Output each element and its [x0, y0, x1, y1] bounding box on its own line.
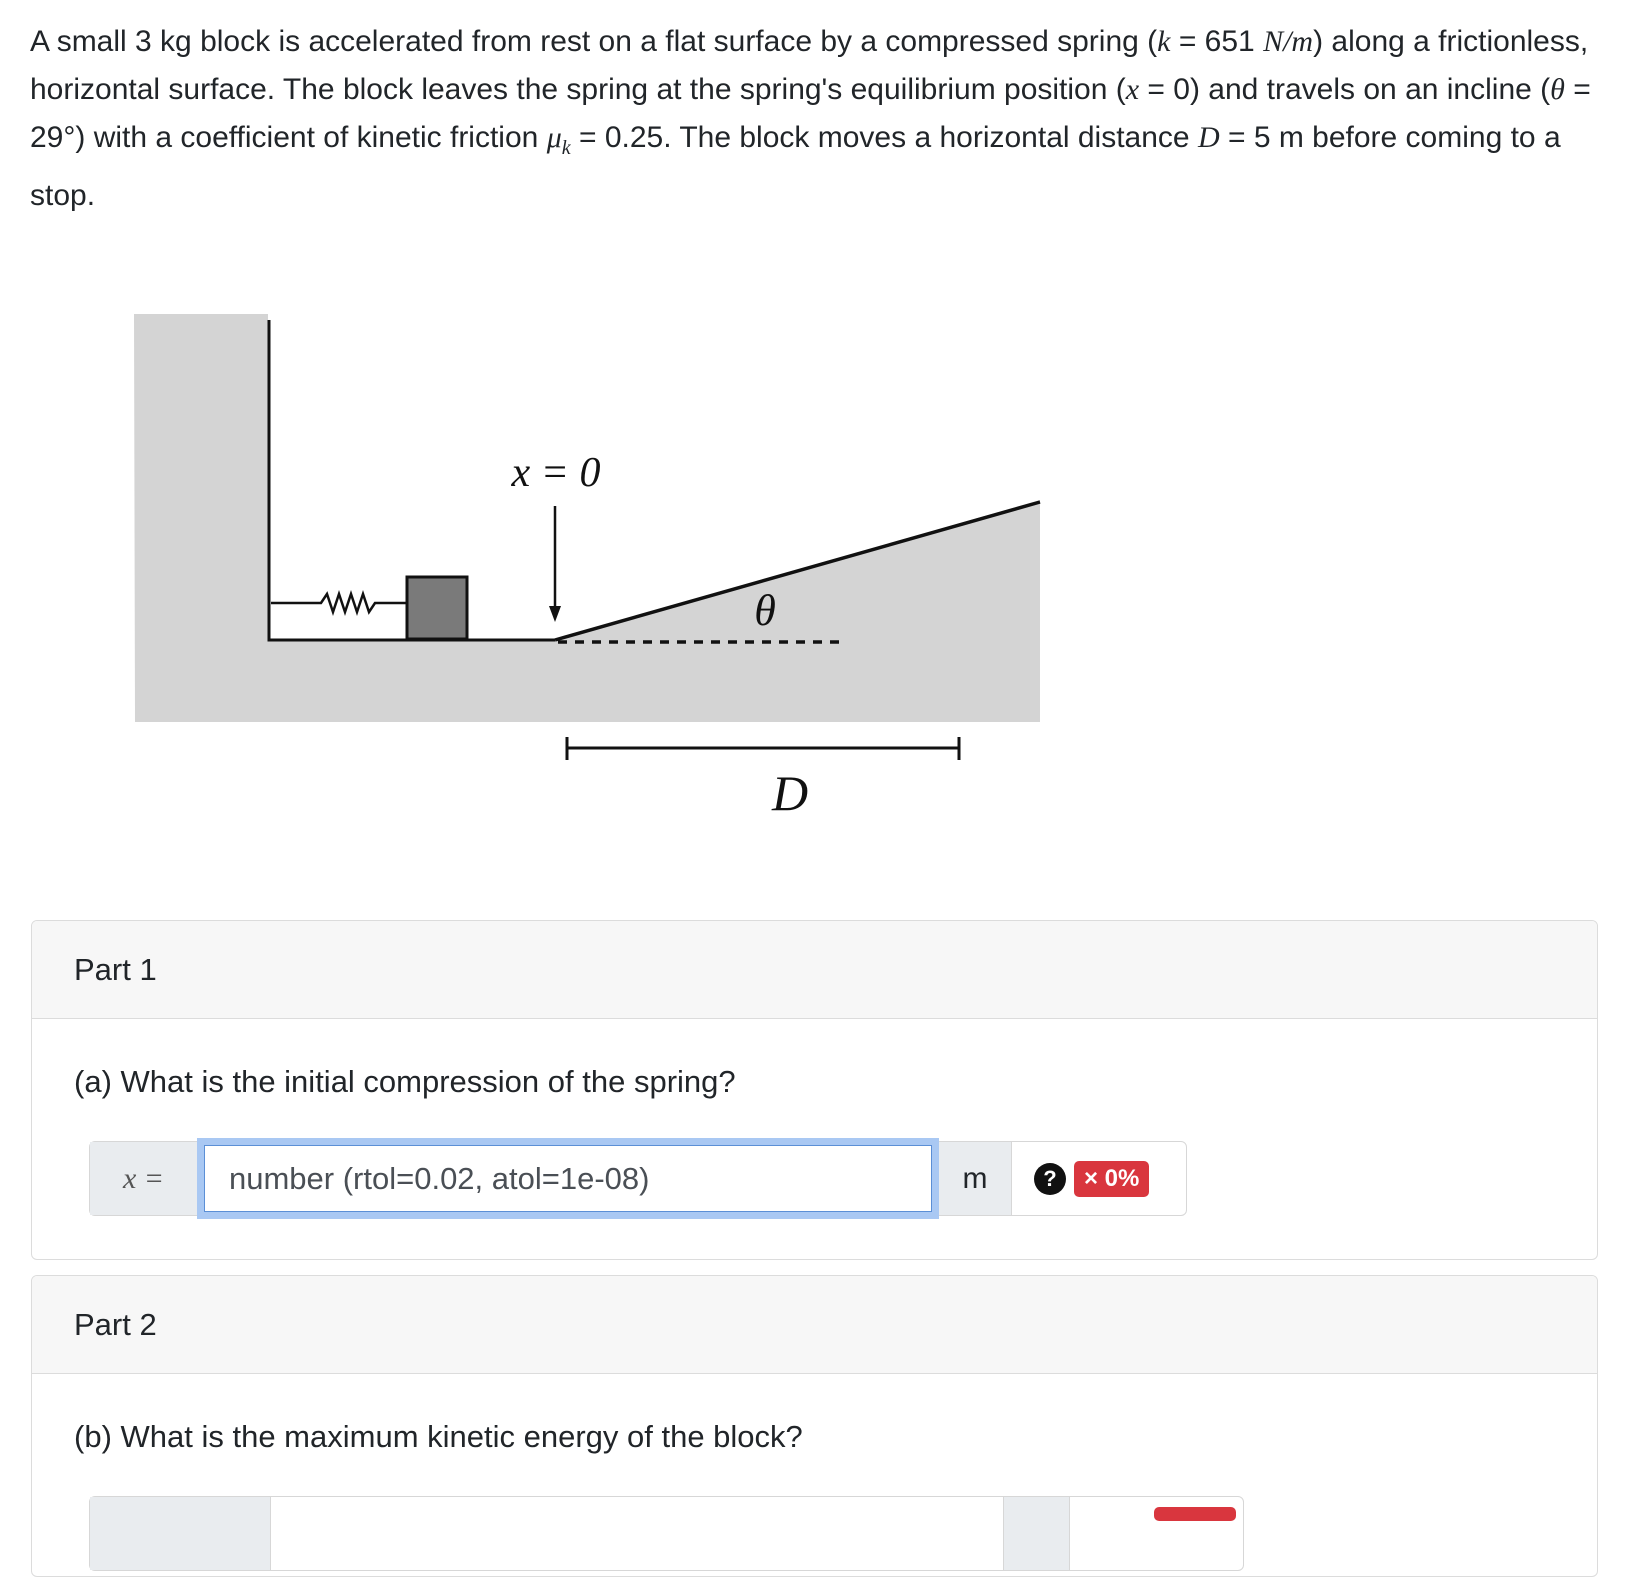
problem-statement: A small 3 kg block is accelerated from rest on a flat surface by a compressed spring (k = 651 N/m) along a frictionless, horizontal surface. The block leaves the spring at the spring's equilibrium position (x = 0) and travels on an incline (θ = 29°) with a coefficient of kinetic friction $\mu_k = 0.25$. The block moves a horizontal distance D = 5 m before coming to a stop.	[30, 25, 1591, 212]
help-icon[interactable]: ?	[1034, 1163, 1066, 1195]
part2-header: Part 2	[32, 1276, 1597, 1374]
part1-question: (a) What is the initial compression of the spring?	[74, 1064, 736, 1099]
part2-question: (b) What is the maximum kinetic energy of the block?	[74, 1419, 803, 1454]
status-area	[1012, 1142, 1186, 1215]
part2-card	[31, 1275, 1598, 1577]
part2-variable-label	[90, 1497, 271, 1570]
equilibrium-arrowhead	[549, 606, 561, 622]
part2-status-area	[1070, 1497, 1243, 1570]
d-label: D	[771, 765, 809, 821]
unit-label: m	[938, 1142, 1012, 1215]
part2-answer-group	[89, 1496, 1244, 1571]
x-equals-zero-label: x = 0	[511, 450, 601, 496]
part2-answer-input[interactable]	[271, 1497, 1003, 1570]
variable-label: x =	[90, 1142, 198, 1215]
score-badge: × 0%	[1074, 1161, 1149, 1197]
part2-score-badge	[1154, 1507, 1236, 1521]
spring	[271, 594, 408, 612]
part1-header: Part 1	[32, 921, 1597, 1019]
block	[407, 577, 467, 639]
answer-field-wrap	[198, 1142, 938, 1215]
part1-answer-group	[89, 1141, 1187, 1216]
answer-input[interactable]	[197, 1138, 939, 1219]
part1-card	[31, 920, 1598, 1260]
part2-unit-label	[1003, 1497, 1071, 1570]
theta-label: θ	[754, 586, 776, 635]
